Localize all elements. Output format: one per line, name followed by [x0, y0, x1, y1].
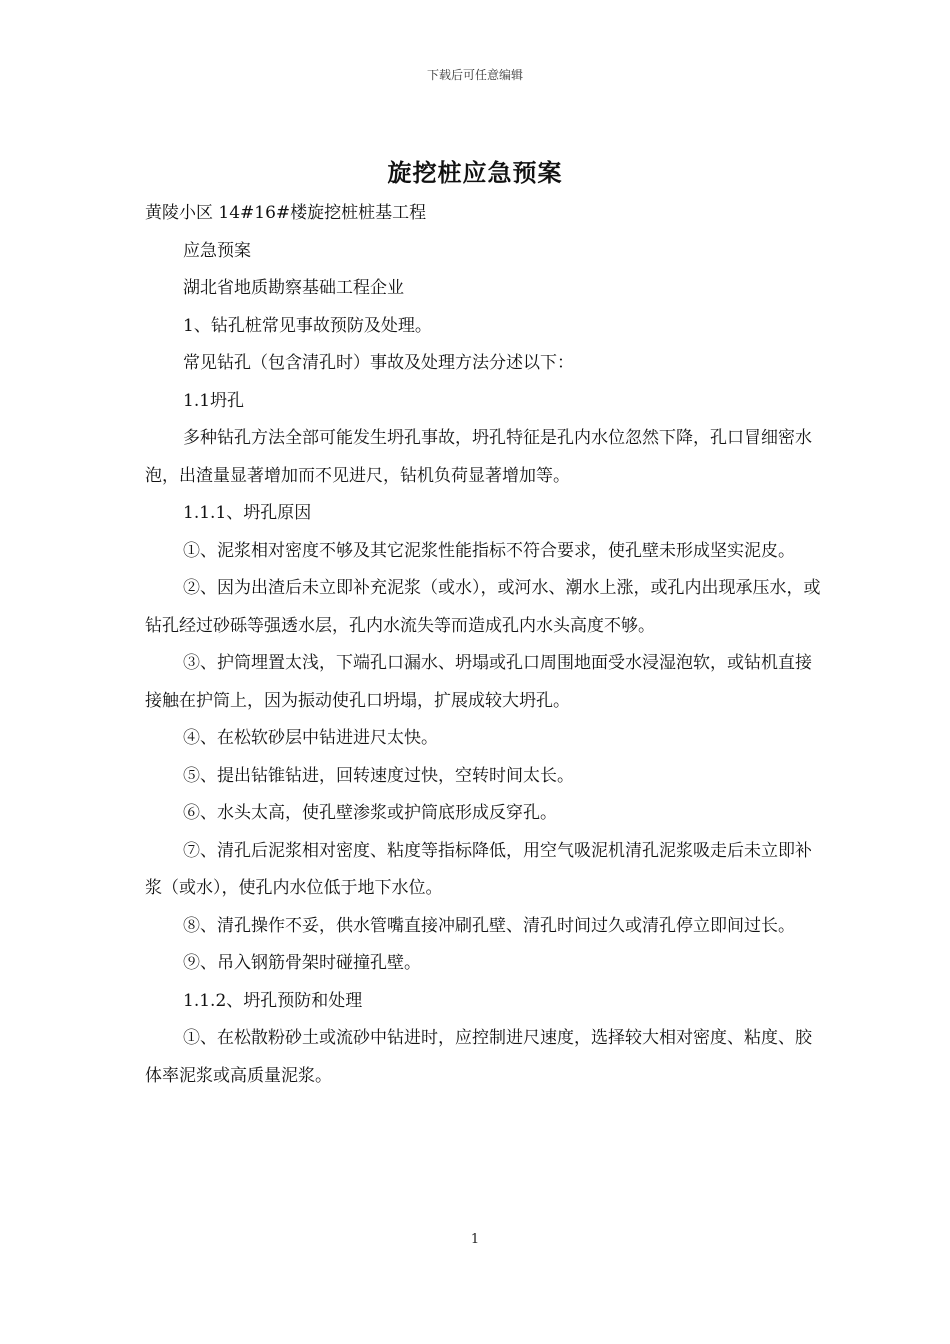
- list-item: ⑤、提出钻锥钻进，回转速度过快，空转时间太长。: [183, 765, 574, 786]
- paragraph: 多种钻孔方法全部可能发生坍孔事故，坍孔特征是孔内水位忽然下降，孔口冒细密水泡，出渣量显著增加而不见进尺，钻机负荷显著增加等。: [145, 428, 812, 486]
- section-heading-1-1-2: 1.1.2、坍孔预防和处理: [183, 990, 363, 1011]
- list-item: ⑥、水头太高，使孔壁渗浆或护筒底形成反穿孔。: [183, 803, 557, 823]
- section-heading-1: 1、钻孔桩常见事故预防及处理。: [183, 315, 432, 336]
- list-item: ①、在松散粉砂土或流砂中钻进时，应控制进尺速度，选择较大相对密度、粘度、胶体率泥浆或高质量泥浆。: [145, 1028, 812, 1086]
- project-name: 黄陵小区 14#16#楼旋挖桩桩基工程: [145, 203, 427, 223]
- list-item: ③、护筒埋置太浅，下端孔口漏水、坍塌或孔口周围地面受水浸湿泡软，或钻机直接接触在护筒上，因为振动使孔口坍塌，扩展成较大坍孔。: [145, 653, 812, 711]
- list-item: ⑨、吊入钢筋骨架时碰撞孔壁。: [183, 953, 421, 973]
- section-heading-1-1-1: 1.1.1、坍孔原因: [183, 503, 312, 523]
- doc-type-line: 应急预案: [183, 240, 251, 261]
- list-item: ①、泥浆相对密度不够及其它泥浆性能指标不符合要求，使孔壁未形成坚实泥皮。: [183, 540, 795, 561]
- list-item: ②、因为出渣后未立即补充泥浆（或水），或河水、潮水上涨，或孔内出现承压水，或钻孔经过砂砾等强透水层，孔内水流失等而造成孔内水头高度不够。: [145, 578, 821, 636]
- page-number: 1: [470, 1232, 480, 1247]
- list-item: ⑦、清孔后泥浆相对密度、粘度等指标降低，用空气吸泥机清孔泥浆吸走后未立即补浆（或水），使孔内水位低于地下水位。: [145, 840, 812, 898]
- section-heading-1-1: 1.1坍孔: [183, 390, 245, 411]
- page-header: 下载后可任意编辑: [426, 68, 523, 82]
- document-title: 旋挖桩应急预案: [387, 158, 563, 187]
- list-item: ④、在松软砂层中钻进进尺太快。: [183, 728, 438, 748]
- company-name: 湖北省地质勘察基础工程企业: [183, 278, 404, 298]
- paragraph: 常见钻孔（包含清孔时）事故及处理方法分述以下：: [183, 353, 574, 373]
- document-body: [145, 195, 823, 1095]
- list-item: ⑧、清孔操作不妥，供水管嘴直接冲刷孔壁、清孔时间过久或清孔停立即间过长。: [183, 915, 795, 936]
